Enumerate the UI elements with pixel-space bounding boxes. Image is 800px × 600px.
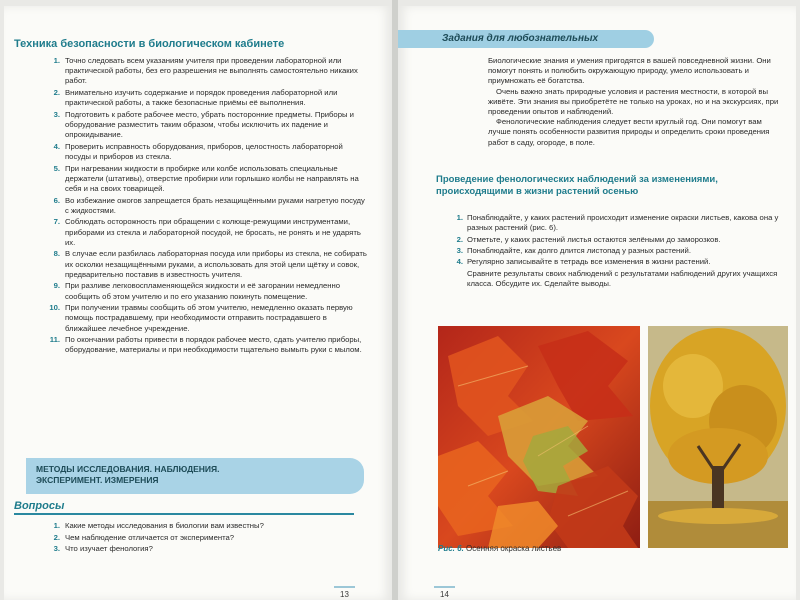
page-number-left: 13 <box>334 586 355 599</box>
methods-heading-line: МЕТОДЫ ИССЛЕДОВАНИЯ. НАБЛЮДЕНИЯ. <box>36 464 220 474</box>
question-item: 1. Какие методы исследования в биологии вам известны? <box>53 521 264 530</box>
safety-rule: 11. По окончании работы привести в порядок рабочее место, сдать учителю приборы, оборудование, материалы и при необходимости тщательно вымыть руки с мылом. <box>49 335 362 355</box>
task-item: 1. Понаблюдайте, у каких растений происходит изменение окраски листьев, какова она у разных растений (рис. 6). <box>456 213 779 233</box>
phenology-title: Проведение фенологических наблюдений за изменениями, происходящими в жизни растений осенью <box>436 174 718 197</box>
intro-paragraph: Биологические знания и умения пригодятся в вашей повседневной жизни. Они помогут понять и полюбить окружающую природу, умело использовать и приумножать её богатства. <box>488 56 771 86</box>
intro-paragraph: Очень важно знать природные условия и растения местности, в которой вы живёте. Эти знания вы приобретёте не только на уроках, но и на экскурсиях, при проведении опытов и наблюдений. <box>488 86 779 117</box>
question-item: 3. Что изучает фенология? <box>53 544 153 553</box>
left-page <box>4 6 392 600</box>
safety-rule: 8. В случае если разбилась лабораторная посуда или приборы из стекла, не собирать их осколки незащищёнными руками, а использовать для этой цели щётку и совок, предварительно поставив в известность учителя. <box>53 249 367 279</box>
autumn-tree-image <box>648 326 788 548</box>
maple-leaves-image <box>438 326 640 548</box>
page-number-right: 14 <box>434 586 455 599</box>
safety-rule: 7. Соблюдать осторожность при обращении с колюще-режущими инструментами, приборами из стекла и лабораторной посудой, не бросать, не ронять и не ударять их. <box>53 217 361 247</box>
methods-heading-box <box>26 458 364 494</box>
safety-rule: 9. При разливе легковоспламеняющейся жидкости и её загорании немедленно сообщить об этом учителю и по его указанию покинуть помещение. <box>53 281 341 301</box>
safety-rules-list <box>32 56 368 357</box>
question-item: 2. Чем наблюдение отличается от эксперимента? <box>53 532 235 542</box>
safety-rule: 2. Внимательно изучить содержание и порядок проведения лабораторной или практической работы, а также безопасные приёмы её выполнения. <box>53 88 338 108</box>
figure-label: Рис. 6. <box>438 544 464 553</box>
intro-text <box>488 56 786 148</box>
figure-caption-text: Осенняя окраска листьев <box>466 544 562 553</box>
questions-title: Вопросы <box>14 500 354 515</box>
task-item: 4. Регулярно записывайте в тетрадь все изменения в жизни растений. <box>456 257 711 267</box>
safety-rule: 1. Точно следовать всем указаниям учителя при проведении лабораторной или практической работы, без его разрешения не выполнять самостоятельно никаких работ. <box>53 56 358 86</box>
right-page <box>398 6 796 600</box>
safety-title: Техника безопасности в биологическом кабинете <box>14 38 285 50</box>
questions-list <box>32 520 352 555</box>
safety-rule: 3. Подготовить к работе рабочее место, убрать посторонние предметы. Приборы и оборудование разместить таким образом, чтобы исключить их падение и опрокидывание. <box>53 109 354 140</box>
autumn-tree-photo <box>648 326 788 548</box>
task-item: 3. Понаблюдайте, как долго длится листопад у разных растений. <box>456 245 691 255</box>
safety-rule: 5. При нагревании жидкости в пробирке или колбе использовать специальные держатели (штативы), отверстие пробирки или горлышко колбы не направлять на себя и на своих товарищей. <box>53 163 359 193</box>
maple-leaves-photo <box>438 326 640 548</box>
task-item: 2. Отметьте, у каких растений листья остаются зелёными до заморозков. <box>456 234 721 244</box>
safety-rule: 6. Во избежание ожогов запрещается брать незащищёнными руками нагретую посуду с жидкостями. <box>53 195 365 215</box>
task-followup: Сравните результаты своих наблюдений с результатами наблюдений других учащихся класса. Обсудите их. Сделайте выводы. <box>467 268 778 288</box>
tasks-list <box>452 213 788 290</box>
safety-rule: 10. При получении травмы сообщить об этом учителю, немедленно оказать первую помощь пострадавшему, при необходимости отправить пострадавшего в ближайшее лечебное учреждение. <box>49 303 353 333</box>
methods-heading-line: ЭКСПЕРИМЕНТ. ИЗМЕРЕНИЯ <box>36 475 159 485</box>
curious-tasks-banner: Задания для любознательных <box>398 30 654 48</box>
intro-paragraph: Фенологические наблюдения следует вести круглый год. Они помогут вам лучше понять особенности развития природы и определить сроки проведения работ в саду, огороде, в поле. <box>488 117 770 147</box>
safety-rule: 4. Проверить исправность оборудования, приборов, целостность лабораторной посуды и приборов из стекла. <box>53 141 343 161</box>
figure-caption <box>438 544 561 553</box>
